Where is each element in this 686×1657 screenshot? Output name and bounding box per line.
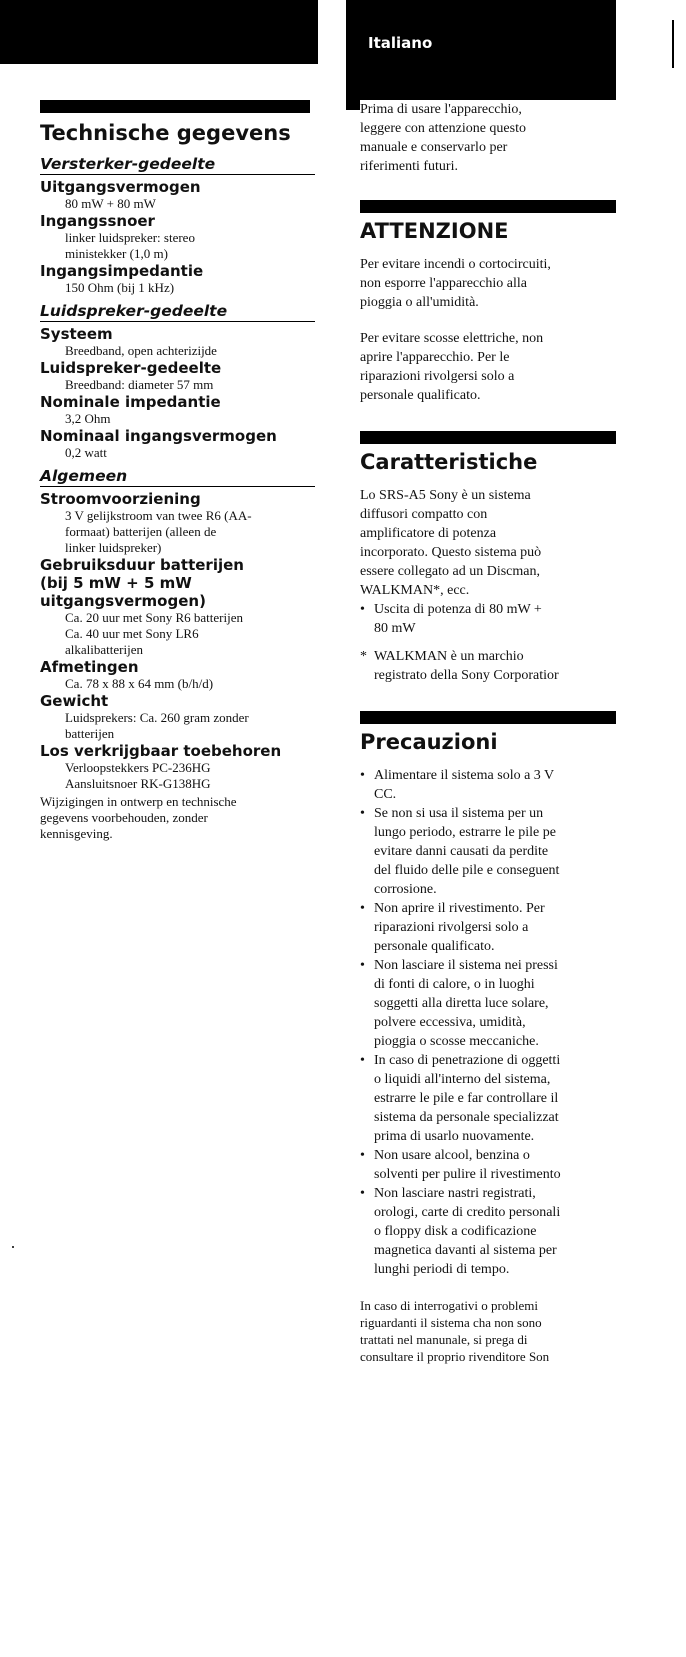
bullet-line: CC. xyxy=(374,787,397,802)
list-item xyxy=(360,956,622,1051)
spec-sections xyxy=(40,155,315,792)
bullet-line: o liquidi all'interno del sistema, xyxy=(374,1072,551,1087)
caratteristiche-rule-bar xyxy=(360,431,616,444)
list-item xyxy=(360,804,622,899)
spec-value: Ca. 20 uur met Sony R6 batterijen xyxy=(65,610,244,625)
bullet-line: • Alimentare il sistema solo a 3 V xyxy=(374,768,555,783)
spec-label: uitgangsvermogen) xyxy=(40,592,206,610)
bullet-line: 80 mW xyxy=(374,621,416,636)
bullet-line: • Non usare alcool, benzina o xyxy=(374,1148,530,1163)
bullet-line: prima di usarlo nuovamente. xyxy=(374,1129,535,1144)
paragraph-line: non esporre l'apparecchio alla xyxy=(360,276,527,291)
intro-line: leggere con attenzione questo xyxy=(360,121,526,136)
spec-value: 80 mW + 80 mW xyxy=(65,196,156,211)
spec-value: formaat) batterijen (alleen de xyxy=(65,524,217,539)
spec-value: 0,2 watt xyxy=(65,445,107,460)
bullet-line: polvere eccessiva, umidità, xyxy=(374,1015,526,1030)
bullet-line: lungo periodo, estrarre le pile pe xyxy=(374,825,556,840)
attenzione-heading: ATTENZIONE xyxy=(360,219,509,243)
spec-value: 3 V gelijkstroom van twee R6 (AA- xyxy=(65,508,252,523)
left-header-bar xyxy=(0,0,318,64)
list-item xyxy=(360,1146,622,1184)
bullet-line: di fonti di calore, o in luoghi xyxy=(374,977,535,992)
paragraph-line: essere collegato ad un Discman, xyxy=(360,564,540,579)
intro-line: Prima di usare l'apparecchio, xyxy=(360,102,522,117)
spec-label: Nominale impedantie xyxy=(40,393,221,411)
disclaimer-note xyxy=(40,794,315,842)
spec-value: linker luidspreker) xyxy=(65,540,162,555)
caratteristiche-footnote xyxy=(360,647,622,685)
list-item xyxy=(360,1184,622,1279)
bullet-line: • Non aprire il rivestimento. Per xyxy=(374,901,545,916)
precauzioni-rule-bar xyxy=(360,711,616,724)
spec-value: Ca. 40 uur met Sony LR6 xyxy=(65,626,199,641)
note-line: gegevens voorbehouden, zonder xyxy=(40,810,208,825)
precauzioni-heading: Precauzioni xyxy=(360,730,498,754)
footnote-line: WALKMAN è un marchio xyxy=(374,649,524,664)
footnote-line: registrato della Sony Corporatior xyxy=(374,668,559,683)
paragraph-line: amplificatore di potenza xyxy=(360,526,497,541)
spec-value: ministekker (1,0 m) xyxy=(65,246,168,261)
language-label: Italiano xyxy=(368,34,433,52)
spec-label: Uitgangsvermogen xyxy=(40,178,201,196)
spec-label: Gebruiksduur batterijen xyxy=(40,556,244,574)
spec-label: Ingangsimpedantie xyxy=(40,262,204,280)
section-title: Luidspreker-gedeelte xyxy=(40,302,315,322)
footnote-asterisk: * xyxy=(360,649,367,664)
caratteristiche-bullets xyxy=(360,600,622,638)
list-item xyxy=(360,1051,622,1146)
language-header-step xyxy=(346,0,360,110)
note-line: kennisgeving. xyxy=(40,826,113,841)
spec-value: linker luidspreker: stereo xyxy=(65,230,195,245)
intro-line: manuale e conservarlo per xyxy=(360,140,508,155)
section-title: Versterker-gedeelte xyxy=(40,155,315,175)
bullet-line: pioggia o scosse meccaniche. xyxy=(374,1034,539,1049)
stray-mark xyxy=(12,1246,14,1248)
intro-paragraph xyxy=(360,100,622,176)
intro-line: riferimenti futuri. xyxy=(360,159,458,174)
bullet-line: soggetti alla diretta luce solare, xyxy=(374,996,549,1011)
spec-label: Stroomvoorziening xyxy=(40,490,201,508)
bullet-line: • Non lasciare il sistema nei pressi xyxy=(374,958,558,973)
bullet-line: orologi, carte di credito personali xyxy=(374,1205,561,1220)
list-item xyxy=(360,766,622,804)
list-item xyxy=(360,899,622,956)
caratteristiche-body xyxy=(360,486,622,600)
spec-value: Breedband: diameter 57 mm xyxy=(65,377,214,392)
section-title: Algemeen xyxy=(40,467,315,487)
right-column xyxy=(360,100,622,1365)
paragraph-line: personale qualificato. xyxy=(360,388,481,403)
bullet-line: del fluido delle pile e conseguent xyxy=(374,863,560,878)
paragraph-line: WALKMAN*, ecc. xyxy=(360,583,470,598)
paragraph-line: incorporato. Questo sistema può xyxy=(360,545,542,560)
spec-label: Nominaal ingangsvermogen xyxy=(40,427,277,445)
closing-line: riguardanti il sistema cha non sono xyxy=(360,1315,542,1330)
bullet-line: • Se non si usa il sistema per un xyxy=(374,806,544,821)
bullet-line: • Uscita di potenza di 80 mW + xyxy=(374,602,542,617)
spec-value: Aansluitsnoer RK-G138HG xyxy=(65,776,211,791)
spec-value: alkalibatterijen xyxy=(65,642,143,657)
bullet-line: solventi per pulire il rivestimento xyxy=(374,1167,561,1182)
spec-value: Verloopstekkers PC-236HG xyxy=(65,760,211,775)
bullet-line: corrosione. xyxy=(374,882,437,897)
bullet-line: estrarre le pile e far controllare il xyxy=(374,1091,559,1106)
bullet-line: • In caso di penetrazione di oggetti xyxy=(374,1053,561,1068)
bullet-line: evitare danni causati da perdite xyxy=(374,844,549,859)
precauzioni-bullets xyxy=(360,766,622,1279)
spec-label: Gewicht xyxy=(40,692,109,710)
spec-label: (bij 5 mW + 5 mW xyxy=(40,574,192,592)
note-line: Wijzigingen in ontwerp en technische xyxy=(40,794,237,809)
attenzione-rule-bar xyxy=(360,200,616,213)
bullet-line: magnetica davanti al sistema per xyxy=(374,1243,557,1258)
spec-value: Breedband, open achterizijde xyxy=(65,343,217,358)
spec-value: 150 Ohm (bij 1 kHz) xyxy=(65,280,175,295)
closing-line: trattati nel manunale, si prega di xyxy=(360,1332,528,1347)
spec-value: Ca. 78 x 88 x 64 mm (b/h/d) xyxy=(65,676,214,691)
closing-line: In caso di interrogativi o problemi xyxy=(360,1298,538,1313)
attenzione-paragraph-1 xyxy=(360,255,622,312)
paragraph-line: aprire l'apparecchio. Per le xyxy=(360,350,510,365)
paragraph-line: Per evitare scosse elettriche, non xyxy=(360,331,544,346)
caratteristiche-heading: Caratteristiche xyxy=(360,450,538,474)
left-column xyxy=(40,100,315,842)
bullet-line: • Non lasciare nastri registrati, xyxy=(374,1186,536,1201)
spec-label: Luidspreker-gedeelte xyxy=(40,359,222,377)
spec-label: Systeem xyxy=(40,325,113,343)
paragraph-line: riparazioni rivolgersi solo a xyxy=(360,369,515,384)
list-item xyxy=(360,600,622,638)
paragraph-line: diffusori compatto con xyxy=(360,507,488,522)
bullet-line: sistema da personale specializzat xyxy=(374,1110,559,1125)
bullet-line: personale qualificato. xyxy=(374,939,495,954)
page-title: Technische gegevens xyxy=(40,121,291,145)
paragraph-line: pioggia o all'umidità. xyxy=(360,295,479,310)
edge-mark xyxy=(672,20,674,68)
paragraph-line: Per evitare incendi o cortocircuiti, xyxy=(360,257,551,272)
bullet-line: lunghi periodi di tempo. xyxy=(374,1262,510,1277)
bullet-line: riparazioni rivolgersi solo a xyxy=(374,920,529,935)
spec-value: batterijen xyxy=(65,726,115,741)
title-rule-bar xyxy=(40,100,310,113)
spec-label: Ingangssnoer xyxy=(40,212,155,230)
attenzione-paragraph-2 xyxy=(360,329,622,405)
spec-label: Los verkrijgbaar toebehoren xyxy=(40,742,282,760)
paragraph-line: Lo SRS-A5 Sony è un sistema xyxy=(360,488,531,503)
bullet-line: o floppy disk a codificazione xyxy=(374,1224,537,1239)
spec-value: 3,2 Ohm xyxy=(65,411,111,426)
closing-line: consultare il proprio rivenditore Son xyxy=(360,1349,550,1364)
closing-paragraph xyxy=(360,1297,622,1365)
spec-label: Afmetingen xyxy=(40,658,139,676)
spec-value: Luidsprekers: Ca. 260 gram zonder xyxy=(65,710,249,725)
